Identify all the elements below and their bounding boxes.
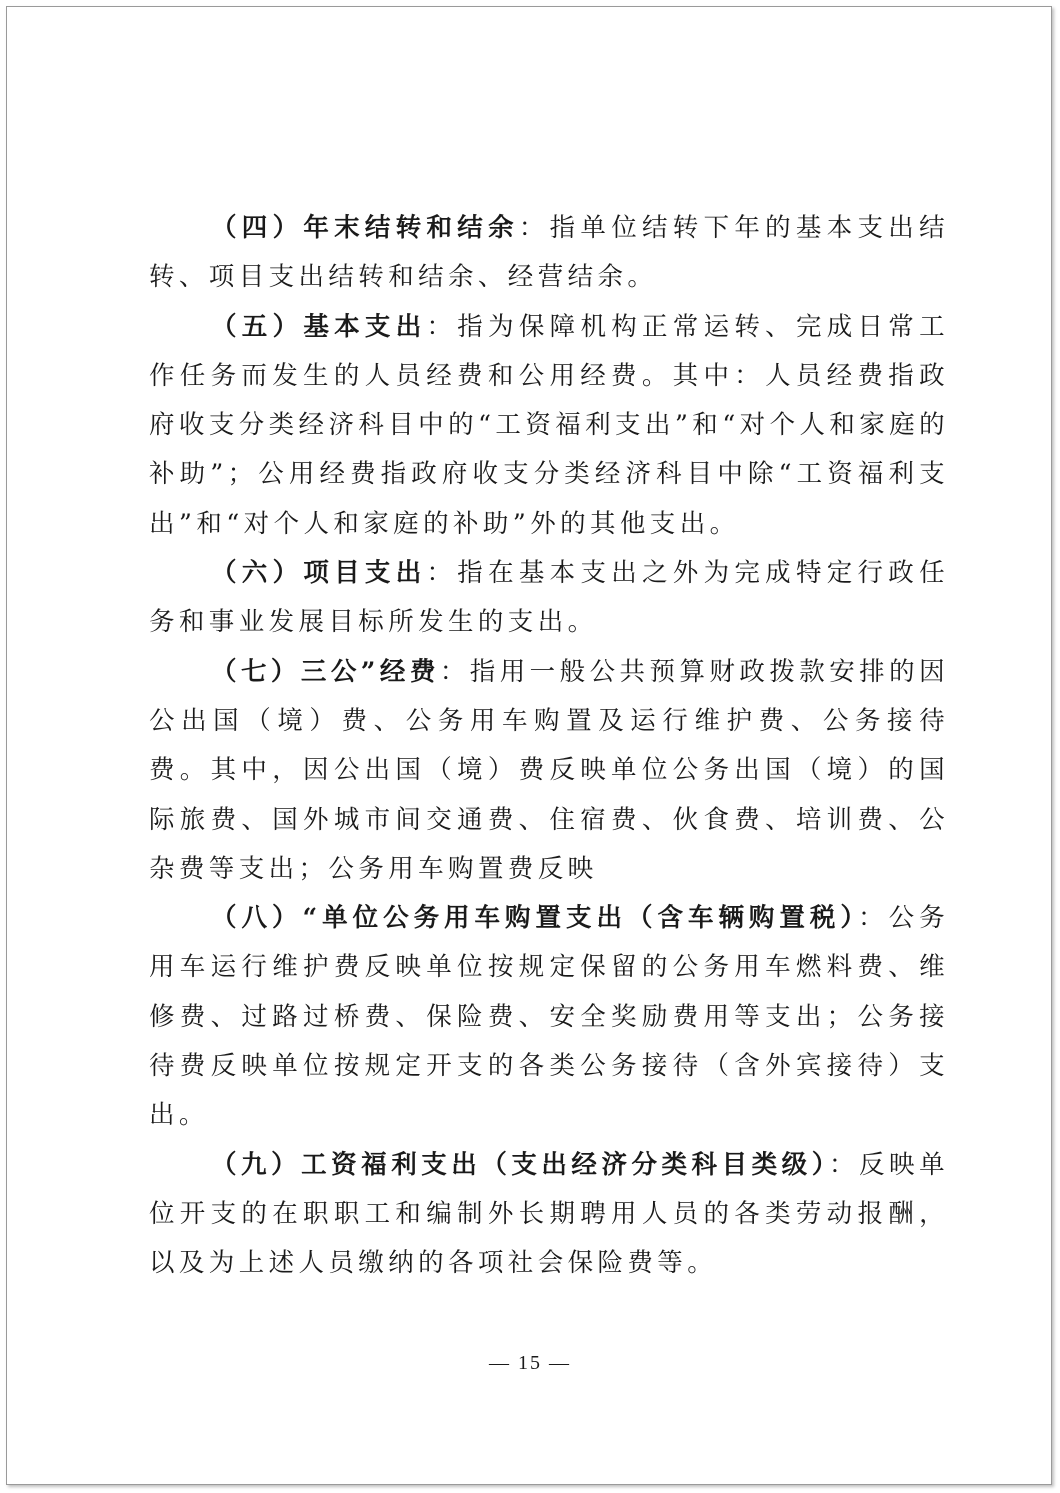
paragraph-vehicle-purchase [149, 894, 949, 1140]
paragraph-heading: （六）项目支出 [211, 558, 427, 589]
page-number: — 15 — [489, 1352, 571, 1374]
paragraph-basic-expenditure [149, 303, 949, 549]
paragraph-heading: （八）“单位公务用车购置支出（含车辆购置税） [211, 903, 859, 934]
document-page [6, 6, 1052, 1485]
paragraph-heading: （九）工资福利支出（支出经济分类科目类级） [211, 1149, 829, 1180]
paragraph-heading: （五）基本支出 [211, 311, 427, 342]
paragraph-text: ：反映单位开支的在职职工和编制外长期聘用人员的各类劳动报酬，以及为上述人员缴纳的各项社会保险费等。 [149, 1149, 949, 1279]
paragraph-text: ：指单位结转下年的基本支出结转、项目支出结转和结余、经营结余。 [149, 213, 949, 293]
paragraph-text: ：指在基本支出之外为完成特定行政任务和事业发展目标所发生的支出。 [149, 558, 949, 638]
paragraph-project-expenditure [149, 549, 949, 648]
paragraph-heading: （四）年末结转和结余 [211, 213, 519, 243]
paragraph-text: ：指用一般公共预算财政拨款安排的因公出国（境）费、公务用车购置及运行维护费、公务接待费。其中，因公出国（境）费反映单位公务出国（境）的国际旅费、国外城市间交通费、住宿费、伙食费、培训费、公杂费等支出；公务用车购置费反映 [149, 656, 949, 884]
paragraph-heading: （七）三公”经费 [211, 656, 440, 687]
paragraph-three-public-expenses [149, 648, 949, 894]
paragraph-wages-welfare [149, 1141, 949, 1289]
paragraph-text: ：公务用车运行维护费反映单位按规定保留的公务用车燃料费、维修费、过路过桥费、保险费、安全奖励费用等支出；公务接待费反映单位按规定开支的各类公务接待（含外宾接待）支出。 [149, 903, 949, 1131]
paragraph-year-end-balance [149, 204, 949, 303]
paragraph-text: ：指为保障机构正常运转、完成日常工作任务而发生的人员经费和公用经费。其中：人员经费指政府收支分类经济科目中的“工资福利支出”和“对个人和家庭的补助”；公用经费指政府收支分类经济科目中除“工资福利支出”和“对个人和家庭的补助”外的其他支出。 [149, 311, 949, 539]
document-body [149, 204, 949, 1289]
